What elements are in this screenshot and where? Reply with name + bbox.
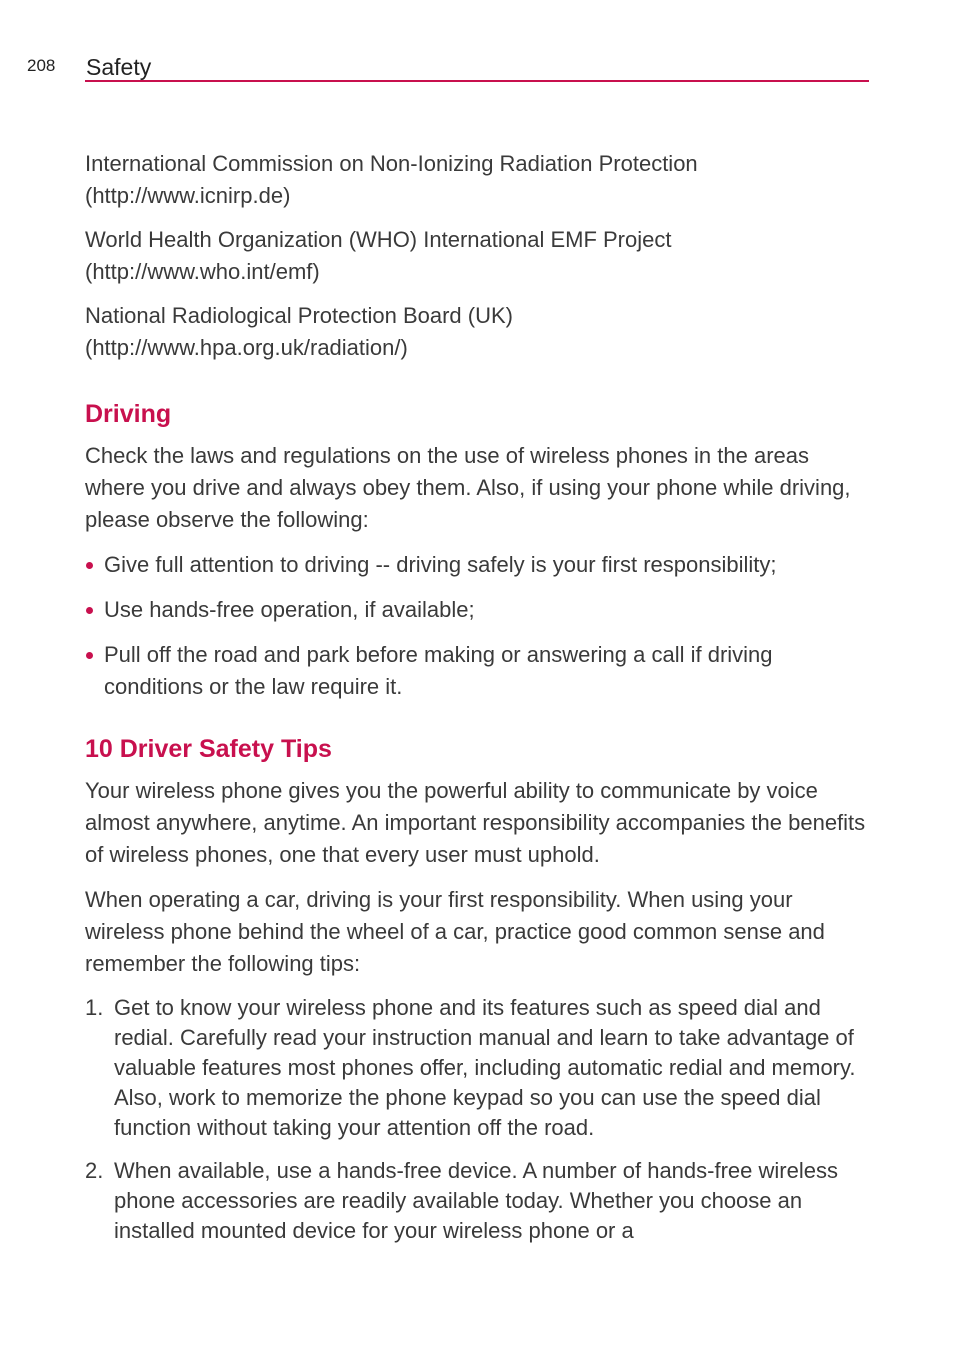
reference-url: (http://www.icnirp.de) xyxy=(85,183,291,208)
tips-numbered-list xyxy=(85,993,870,1246)
list-item xyxy=(85,594,870,626)
bullet-icon xyxy=(86,562,93,569)
header-divider xyxy=(85,80,869,82)
driving-heading: Driving xyxy=(85,400,172,428)
bullet-text: Use hands-free operation, if available; xyxy=(104,597,475,622)
reference-url: (http://www.hpa.org.uk/radiation/) xyxy=(85,335,408,360)
tips-paragraph-2: When operating a car, driving is your first responsibility. When using your wireless phone behind the wheel of a car, practice good common sense and remember the following tips: xyxy=(85,887,825,976)
tips-paragraph-1: Your wireless phone gives you the powerful ability to communicate by voice almost anywhere, anytime. An important responsibility accompanies the benefits of wireless phones, one that every user must uphold. xyxy=(85,778,866,867)
list-item xyxy=(85,993,870,1143)
list-item-text: Get to know your wireless phone and its features such as speed dial and redial. Carefully read your instruction manual and learn to take advantage of valuable features most phones offer, including automatic redial and memory. Also, work to memorize the phone keypad so you can use the speed dial function without taking your attention off the road. xyxy=(114,995,856,1140)
reference-who xyxy=(85,224,870,288)
reference-name: World Health Organization (WHO) International EMF Project xyxy=(85,227,672,252)
list-item xyxy=(85,549,870,581)
section-title: Safety xyxy=(86,54,152,80)
list-item-text: When available, use a hands-free device. A number of hands-free wireless phone accessories are readily available today. Whether you choose an installed mounted device for your wireless phone or a xyxy=(114,1158,838,1243)
page-number: 208 xyxy=(27,56,56,75)
list-number: 2. xyxy=(85,1158,104,1183)
bullet-text: Give full attention to driving -- driving safely is your first responsibility; xyxy=(104,552,777,577)
bullet-text: Pull off the road and park before making or answering a call if driving conditions or the law require it. xyxy=(104,642,773,699)
tips-heading: 10 Driver Safety Tips xyxy=(85,735,332,763)
reference-icnirp xyxy=(85,148,870,212)
reference-name: International Commission on Non-Ionizing Radiation Protection xyxy=(85,151,698,176)
reference-nrpb xyxy=(85,300,870,364)
reference-url: (http://www.who.int/emf) xyxy=(85,259,320,284)
driving-intro: Check the laws and regulations on the use of wireless phones in the areas where you drive and always obey them. Also, if using your phone while driving, please observe the following: xyxy=(85,443,851,532)
page-header xyxy=(0,0,954,90)
bullet-icon xyxy=(86,607,93,614)
reference-name: National Radiological Protection Board (UK) xyxy=(85,303,513,328)
driving-bullet-list xyxy=(85,549,870,703)
page-content xyxy=(85,148,870,1259)
list-item xyxy=(85,1156,870,1246)
list-number: 1. xyxy=(85,995,104,1020)
bullet-icon xyxy=(86,652,93,659)
list-item xyxy=(85,639,870,703)
